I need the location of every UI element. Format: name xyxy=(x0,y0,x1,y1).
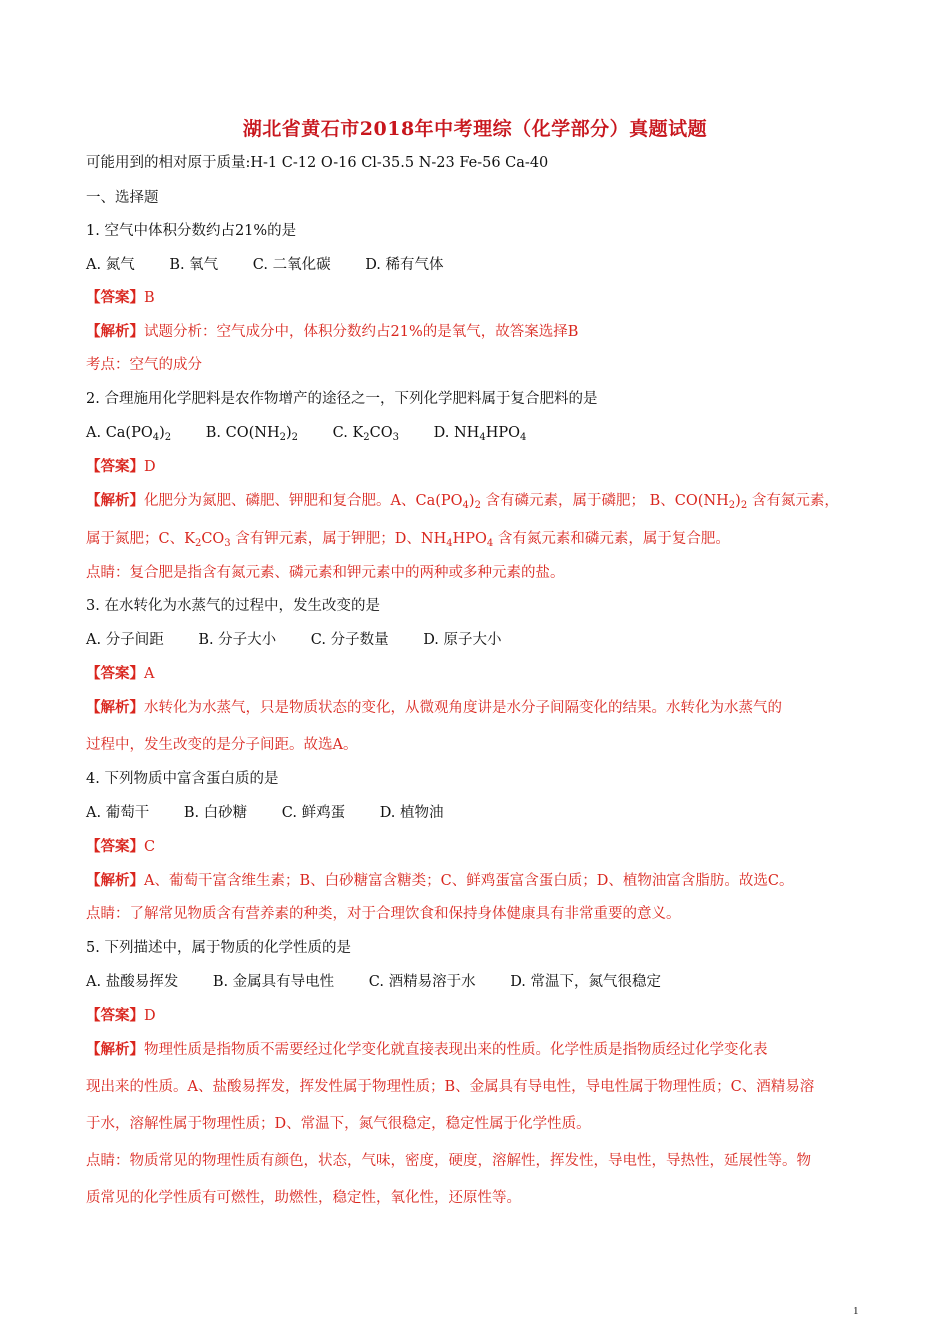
analysis-label: 【解析】 xyxy=(86,1041,144,1058)
q4-option-a: A. 葡萄干 xyxy=(86,805,150,821)
answer-value: D xyxy=(144,1008,156,1024)
analysis-label: 【解析】 xyxy=(86,492,144,509)
question-3-options xyxy=(86,631,502,649)
answer-value: B xyxy=(144,290,155,306)
analysis-label: 【解析】 xyxy=(86,323,144,340)
q3-option-b: B. 分子大小 xyxy=(198,632,277,648)
q1-answer xyxy=(86,289,155,307)
q1-option-a: A. 氮气 xyxy=(86,257,135,273)
question-5-stem: 5. 下列描述中，属于物质的化学性质的是 xyxy=(86,940,351,956)
q2-option-a: A. $Ca(PO_4)_2$ xyxy=(86,425,172,443)
q3-answer xyxy=(86,665,154,683)
analysis-label: 【解析】 xyxy=(86,872,144,889)
q1-option-d: D. 稀有气体 xyxy=(365,257,444,273)
q4-option-d: D. 植物油 xyxy=(379,805,444,821)
q1-option-c: C. 二氧化碳 xyxy=(252,257,331,273)
answer-value: C xyxy=(144,839,156,855)
q5-extra-line-1: 点睛：物质常见的物理性质有颜色，状态，气味，密度，硬度，溶解性，挥发性，导电性，导热性，延展性等。物 xyxy=(86,1153,811,1169)
q3-analysis-line-2: 过程中，发生改变的是分子间距。故选A。 xyxy=(86,737,358,753)
q5-analysis-line-3: 于水，溶解性属于物理性质；D、常温下，氮气很稳定，稳定性属于化学性质。 xyxy=(86,1116,591,1132)
answer-label: 【答案】 xyxy=(86,1007,144,1024)
q5-option-d: D. 常温下，氮气很稳定 xyxy=(510,974,662,990)
q2-analysis-line-2: 属于氮肥；C、$K_2CO_3$ 含有钾元素，属于钾肥；D、$NH_4HPO_4$ 含有氮元素和磷元素，属于复合肥。 xyxy=(86,531,730,549)
q2-option-b: B. $CO(NH_2)_2$ xyxy=(205,425,299,443)
q4-answer xyxy=(86,838,155,856)
q3-option-c: C. 分子数量 xyxy=(310,632,389,648)
q5-option-b: B. 金属具有导电性 xyxy=(212,974,335,990)
answer-value: A xyxy=(144,666,155,682)
answer-label: 【答案】 xyxy=(86,458,144,475)
q4-option-b: B. 白砂糖 xyxy=(183,805,248,821)
q5-extra-line-2: 质常见的化学性质有可燃性，助燃性，稳定性，氧化性，还原性等。 xyxy=(86,1190,521,1206)
question-1-stem: 1. 空气中体积分数约占21%的是 xyxy=(86,223,297,239)
question-5-options xyxy=(86,973,661,991)
q2-extra: 点睛：复合肥是指含有氮元素、磷元素和钾元素中的两种或多种元素的盐。 xyxy=(86,565,565,581)
q2-answer xyxy=(86,458,156,476)
page-number: 1 xyxy=(853,1305,859,1317)
question-2-stem: 2. 合理施用化学肥料是农作物增产的途径之一，下列化学肥料属于复合肥料的是 xyxy=(86,391,598,407)
q5-answer xyxy=(86,1007,156,1025)
q2-analysis-line-1: 【解析】化肥分为氮肥、磷肥、钾肥和复合肥。A、$Ca(PO_4)_2$ 含有磷元素，属于磷肥； B、$CO(NH_2)_2$ 含有氮元素， xyxy=(86,492,839,511)
q2-option-c: C. $K_2CO_3$ xyxy=(332,425,400,443)
page-title: 湖北省黄石市2018年中考理综（化学部分）真题试题 xyxy=(242,118,708,140)
section-heading: 一、选择题 xyxy=(86,190,159,206)
q4-extra: 点睛：了解常见物质含有营养素的种类，对于合理饮食和保持身体健康具有非常重要的意义。 xyxy=(86,906,681,922)
analysis-text: 试题分析：空气成分中，体积分数约占21%的是氧气，故答案选择B xyxy=(144,324,579,340)
question-2-options xyxy=(86,424,526,442)
atomic-mass-line: 可能用到的相对原于质量:H-1 C-12 O-16 Cl-35.5 N-23 Fe-56 Ca-40 xyxy=(86,155,549,171)
q5-option-a: A. 盐酸易挥发 xyxy=(86,974,179,990)
q5-analysis-line-2: 现出来的性质。A、盐酸易挥发，挥发性属于物理性质；B、金属具有导电性，导电性属于物理性质；C、酒精易溶 xyxy=(86,1079,815,1095)
q5-analysis-line-1: 【解析】物理性质是指物质不需要经过化学变化就直接表现出来的性质。化学性质是指物质经过化学变化表 xyxy=(86,1041,768,1058)
q1-analysis xyxy=(86,323,578,341)
analysis-label: 【解析】 xyxy=(86,699,144,716)
q2-option-d: D. $NH_4HPO_4$ xyxy=(433,425,527,443)
answer-label: 【答案】 xyxy=(86,838,144,855)
q1-extra: 考点：空气的成分 xyxy=(86,357,202,373)
answer-label: 【答案】 xyxy=(86,665,144,682)
q1-option-b: B. 氧气 xyxy=(169,257,219,273)
question-1-options xyxy=(86,256,444,274)
q3-option-a: A. 分子间距 xyxy=(86,632,164,648)
question-3-stem: 3. 在水转化为水蒸气的过程中，发生改变的是 xyxy=(86,598,380,614)
question-4-stem: 4. 下列物质中富含蛋白质的是 xyxy=(86,771,279,787)
q3-analysis-line-1: 【解析】水转化为水蒸气，只是物质状态的变化，从微观角度讲是水分子间隔变化的结果。水转化为水蒸气的 xyxy=(86,699,782,716)
answer-value: D xyxy=(144,459,156,475)
answer-label: 【答案】 xyxy=(86,289,144,306)
q3-option-d: D. 原子大小 xyxy=(423,632,502,648)
q5-option-c: C. 酒精易溶于水 xyxy=(368,974,476,990)
question-4-options xyxy=(86,804,444,822)
q4-analysis: 【解析】A、葡萄干富含维生素；B、白砂糖富含糖类；C、鲜鸡蛋富含蛋白质；D、植物油富含脂肪。故选C。 xyxy=(86,872,794,889)
q4-option-c: C. 鲜鸡蛋 xyxy=(281,805,346,821)
